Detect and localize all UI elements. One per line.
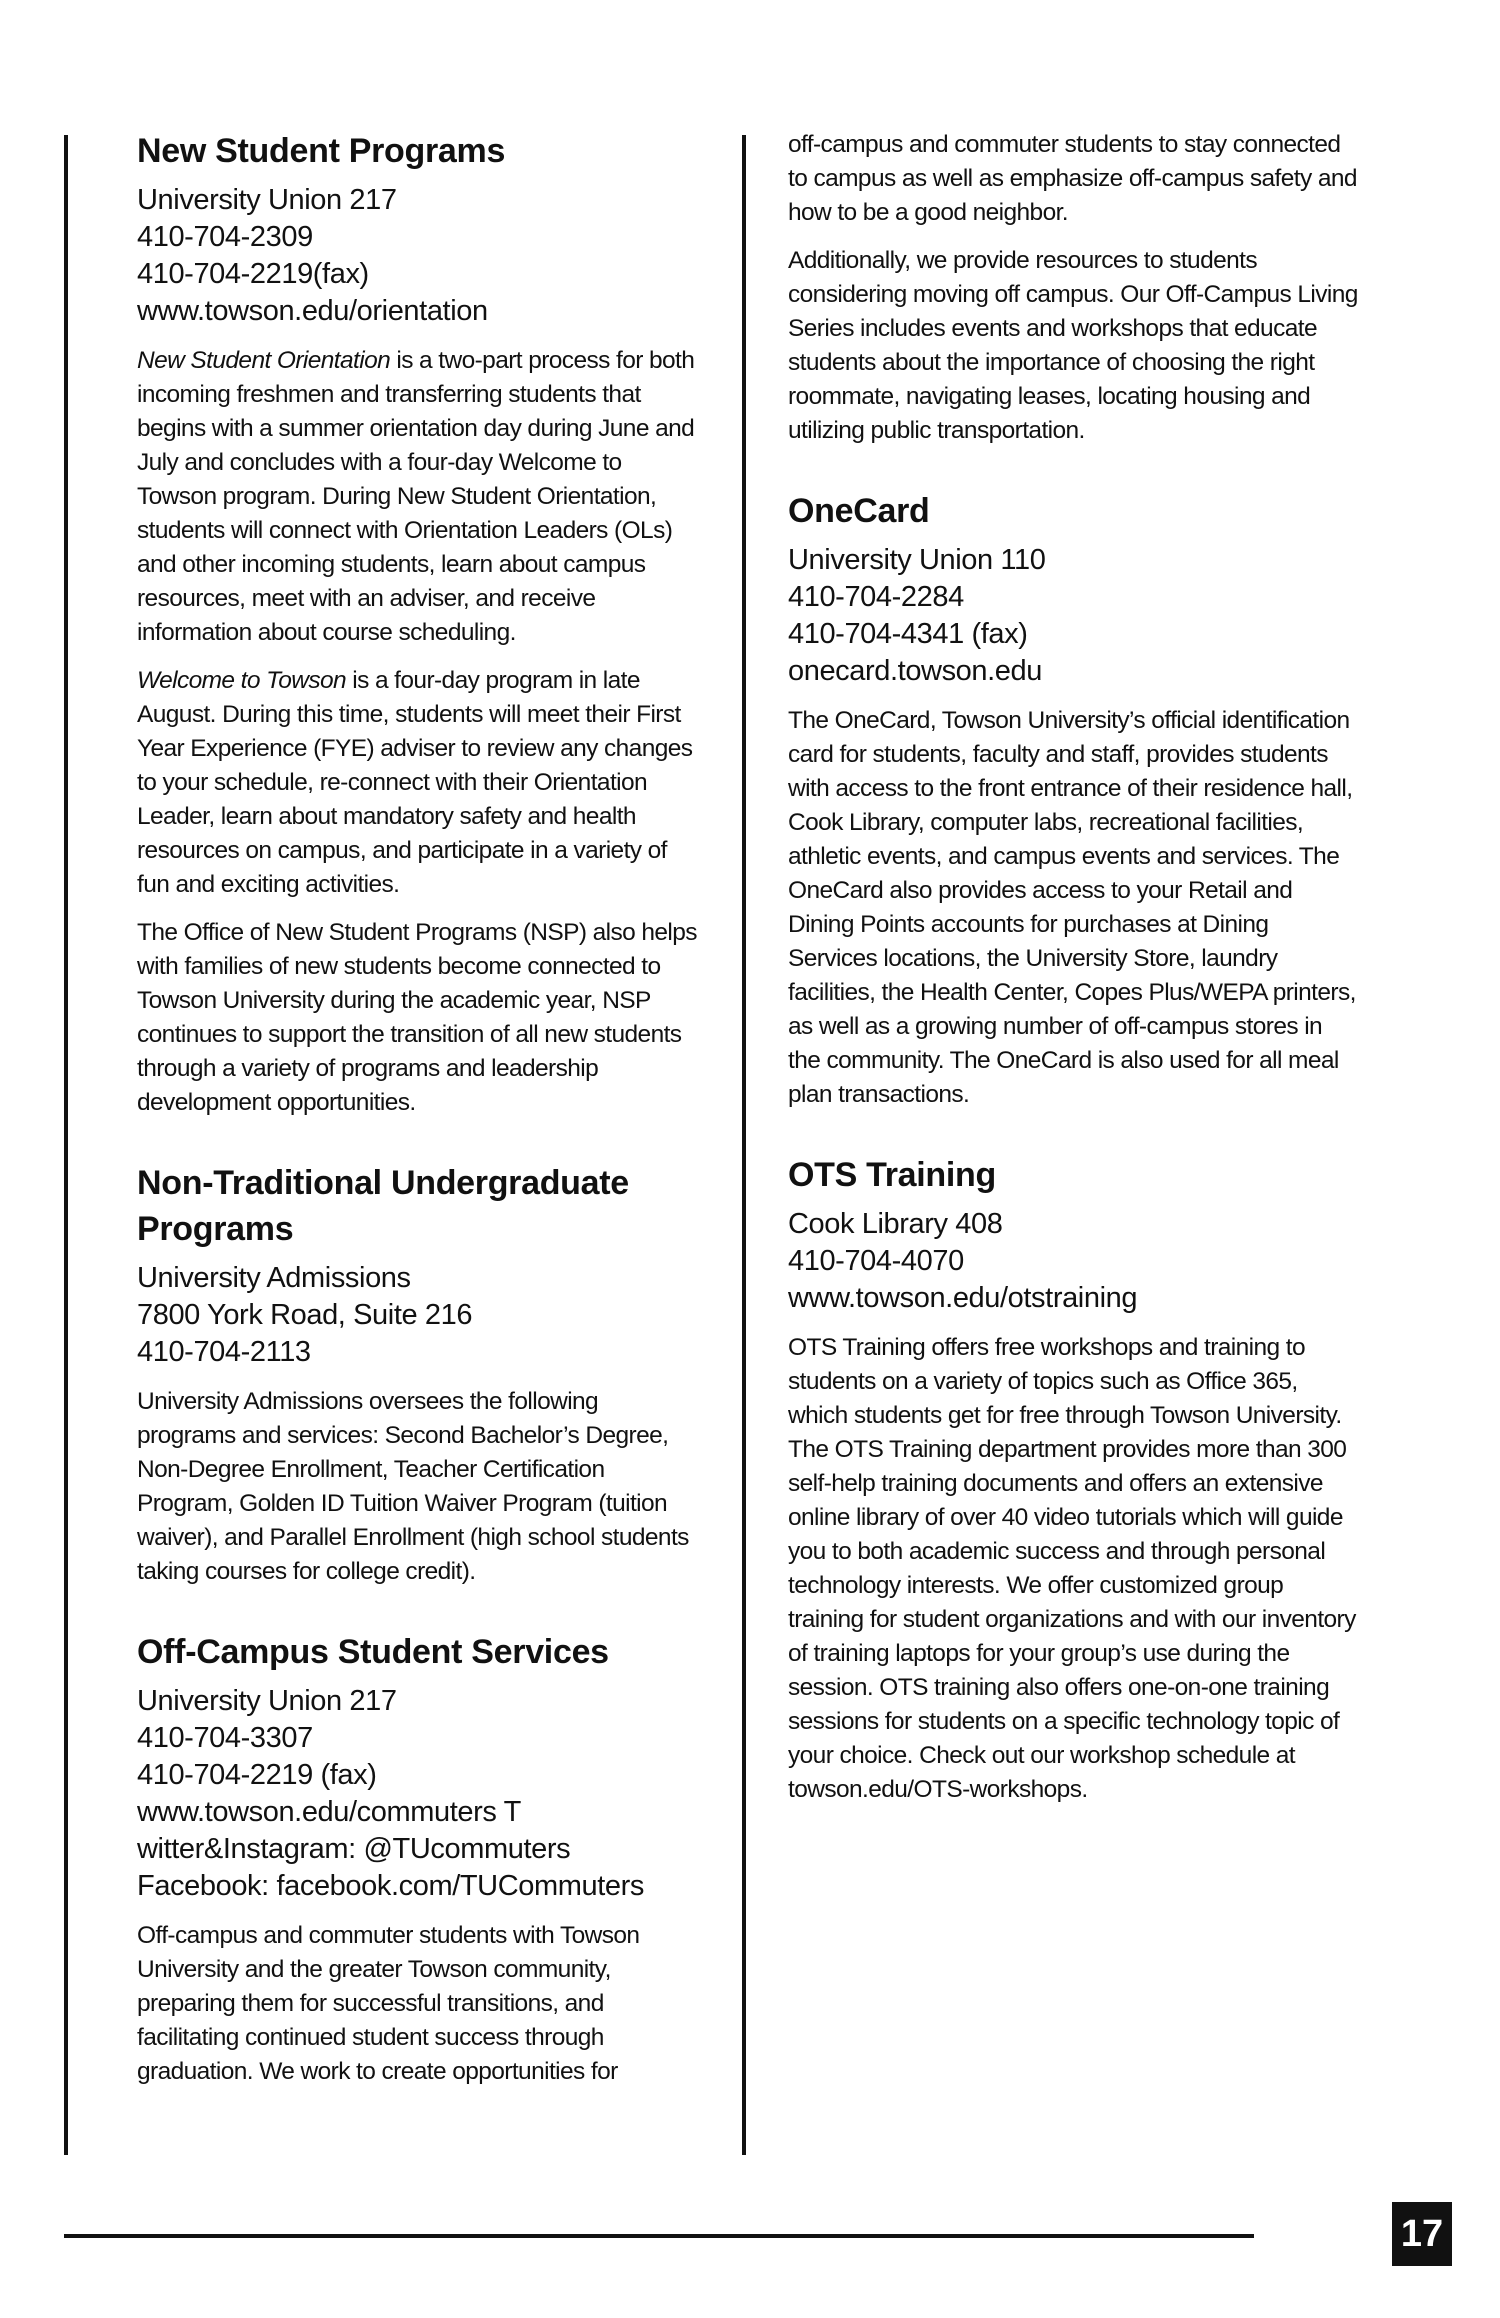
social-handle: witter&Instagram: @TUcommuters xyxy=(137,1833,571,1865)
fax: 410-704-4341 (fax) xyxy=(788,618,1028,650)
phone: 410-704-4070 xyxy=(788,1245,964,1277)
contact-block xyxy=(788,542,1358,690)
section-title: New Student Programs xyxy=(137,132,506,170)
fax: 410-704-2219 (fax) xyxy=(137,1759,377,1791)
section-off-campus-continued xyxy=(788,128,1358,448)
section-title: OneCard xyxy=(788,492,930,530)
location: University Union 110 xyxy=(788,544,1046,576)
paragraph xyxy=(137,344,702,650)
section-non-traditional-programs xyxy=(137,1160,702,1589)
right-column xyxy=(788,128,1358,1847)
left-column-rule xyxy=(64,135,68,2155)
office: University Admissions xyxy=(137,1262,411,1294)
paragraph: University Admissions oversees the following programs and services: Second Bachelor’s Degree, Non-Degree Enrollment, Teacher Certification Program, Golden ID Tuition Waiver Program (tuition waiver), and Parallel Enrollment (high school students taking courses for college credit). xyxy=(137,1388,689,1585)
section-ots-training xyxy=(788,1152,1358,1807)
facebook-link[interactable]: Facebook: facebook.com/TUCommuters xyxy=(137,1870,644,1902)
section-off-campus-student-services xyxy=(137,1629,702,2089)
section-title: Off-Campus Student Services xyxy=(137,1633,609,1671)
website-link[interactable]: www.towson.edu/otstraining xyxy=(788,1282,1138,1314)
paragraph-text: is a four-day program in late August. During this time, students will meet their First Year Experience (FYE) adviser to review any changes to your schedule, re-connect with their Orientation Leader, learn about mandatory safety and health resources on campus, and participate in a variety of fun and exciting activities. xyxy=(137,667,693,898)
paragraph: The OneCard, Towson University’s official identification card for students, faculty and staff, provides students with access to the front entrance of their residence hall, Cook Library, computer labs, recreational facilities, athletic events, and campus events and services. The OneCard also provides access to your Retail and Dining Points accounts for purchases at Dining Services locations, the University Store, laundry facilities, the Health Center, Copes Plus/WEPA printers, as well as a growing number of off-campus stores in the community. The OneCard is also used for all meal plan transactions. xyxy=(788,707,1356,1108)
contact-block xyxy=(137,182,702,330)
contact-block xyxy=(137,1260,702,1371)
paragraph xyxy=(137,664,702,902)
website-link[interactable]: www.towson.edu/commuters T xyxy=(137,1796,521,1828)
title-line: Non-Traditional Undergraduate xyxy=(137,1164,629,1202)
paragraph-text: is a two-part process for both incoming freshmen and transferring students that begins with a summer orientation day during June and July and concludes with a four-day Welcome to Towson program. During New Student Orientation, students will connect with Orientation Leaders (OLs) and other incoming students, learn about campus resources, meet with an adviser, and receive information about course scheduling. xyxy=(137,347,695,646)
paragraph: Off-campus and commuter students with Towson University and the greater Towson community, preparing them for successful transitions, and facilitating continued student success through graduation. We work to create opportunities for xyxy=(137,1922,640,2085)
website-link[interactable]: onecard.towson.edu xyxy=(788,655,1042,687)
contact-block xyxy=(788,1206,1358,1317)
phone: 410-704-2113 xyxy=(137,1336,311,1368)
section-title: OTS Training xyxy=(788,1156,996,1194)
contact-block xyxy=(137,1683,702,1905)
section-onecard xyxy=(788,488,1358,1112)
paragraph: off-campus and commuter students to stay connected to campus as well as emphasize off-campus safety and how to be a good neighbor. xyxy=(788,131,1357,226)
location: University Union 217 xyxy=(137,1685,397,1717)
phone: 410-704-2309 xyxy=(137,221,313,253)
phone: 410-704-3307 xyxy=(137,1722,313,1754)
location: University Union 217 xyxy=(137,184,397,216)
italic-term: New Student Orientation xyxy=(137,347,391,374)
fax: 410-704-2219(fax) xyxy=(137,258,369,290)
phone: 410-704-2284 xyxy=(788,581,964,613)
paragraph: OTS Training offers free workshops and training to students on a variety of topics such as Office 365, which students get for free through Towson University. The OTS Training department provides more than 300 self-help training documents and offers an extensive online library of over 40 video tutorials which will guide you to both academic success and through personal technology interests. We offer customized group training for student organizations and with our inventory of training laptops for your group’s use during the session. OTS training also offers one-on-one training sessions for students on a specific technology topic of your choice. Check out our workshop schedule at towson.edu/OTS-workshops. xyxy=(788,1334,1356,1803)
paragraph: Additionally, we provide resources to students considering moving off campus. Our Off-Campus Living Series includes events and workshops that educate students about the importance of choosing the right roommate, navigating leases, locating housing and utilizing public transportation. xyxy=(788,247,1358,444)
section-title xyxy=(137,1160,702,1252)
section-new-student-programs xyxy=(137,128,702,1120)
left-column xyxy=(137,128,702,2129)
footer-rule xyxy=(64,2234,1254,2238)
paragraph: The Office of New Student Programs (NSP) also helps with families of new students become connected to Towson University during the academic year, NSP continues to support the transition of all new students through a variety of programs and leadership development opportunities. xyxy=(137,919,697,1116)
website-link[interactable]: www.towson.edu/orientation xyxy=(137,295,488,327)
center-column-rule xyxy=(742,135,746,2155)
address: 7800 York Road, Suite 216 xyxy=(137,1299,473,1331)
title-line: Programs xyxy=(137,1210,294,1248)
italic-term: Welcome to Towson xyxy=(137,667,347,694)
location: Cook Library 408 xyxy=(788,1208,1003,1240)
page-number: 17 xyxy=(1392,2202,1452,2266)
